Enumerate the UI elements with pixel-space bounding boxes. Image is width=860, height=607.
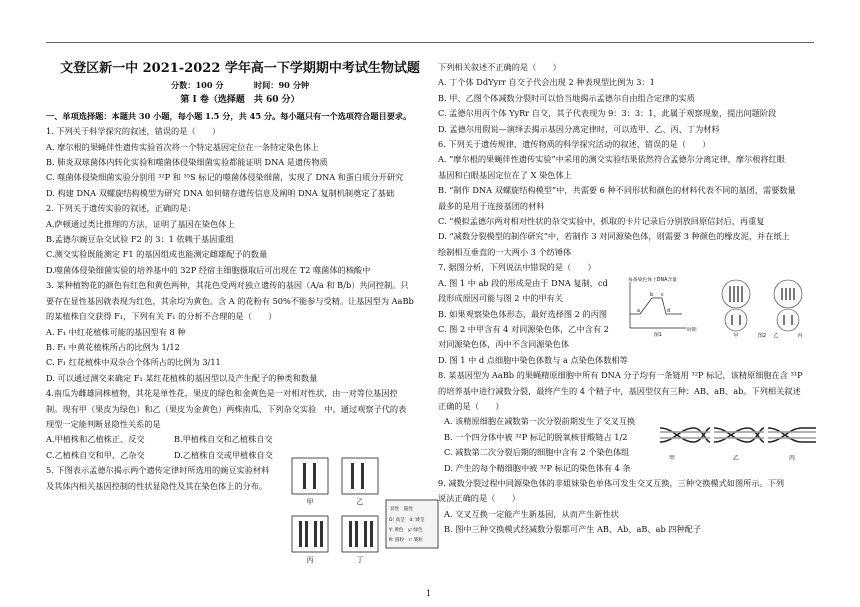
fig9-label-bing: 丙 (788, 455, 796, 462)
question-line: 制。现有甲（果皮为绿色）和乙（果皮为金黄色）两株南瓜，下列杂交实验 中，通过观察子代的表 (46, 403, 407, 414)
fig7-fig2-label: 图2 (757, 333, 767, 338)
question-line: A. “摩尔根的果蝇伴性遗传实验”中采用的测交实验结果依然符合孟德尔分离定律，摩尔根将红眼 (438, 154, 785, 165)
question-line: D. 构建 DNA 双螺旋结构模型为研究 DNA 如何储存遗传信息及阐明 DNA 复制机制奠定了基础 (46, 187, 395, 198)
question-line: 最多的是用于连接基团的材料 (438, 200, 545, 211)
question-line: B.孟德尔豌豆杂交试验 F2 的 3：1 依赖于基因重组 (46, 234, 234, 245)
fig7-chart-title: 每条染色体上DNA含量 (628, 278, 677, 283)
question-line: D. “减数分裂模型的制作研究”中，若制作 3 对同源染色体，则需要 3 种颜色的橡皮泥，并在纸上 (438, 231, 790, 242)
q4-option-d: D.乙植株自交或甲植株自交 (174, 449, 273, 460)
fig7-point-d: d (667, 309, 671, 314)
fig9-label-jia: 甲 (668, 455, 676, 462)
q8-option-line: A. 该精原细胞在减数第一次分裂前期发生了交叉互换 (444, 416, 636, 427)
question-line: 3. 某种植物花的颜色有红色和黄色两种，其花色受两对独立遗传的基因（A/a 和 B/b）共同控制。只 (46, 280, 409, 291)
fig7-label-bing: 丙 (797, 333, 803, 338)
fig9-label-yi: 乙 (732, 455, 740, 462)
q8-option-line: C. 减数第二次分裂后期的细胞中含有 2 个染色体组 (444, 447, 630, 458)
question-line: 8. 某基因型为 AaBb 的果蝇精原细胞中所有 DNA 分子均有一条链用 ³²P 标记，该精原细胞在含 ³¹P (438, 370, 803, 381)
time-text: 时间：90 分钟 (253, 80, 310, 90)
fig9-crossover-diagram (658, 416, 818, 472)
question-line: B. “制作 DNA 双螺旋结构模型”中，共需要 6 种不同形状和颜色的材料代表不同的基团，需要数量 (438, 185, 796, 196)
question-line: D.噬菌体侵染细菌实验的培养基中的 32P 经宿主细胞摄取后可出现在 T2 噬菌体的核酸中 (46, 264, 371, 275)
question-line: 6. 下列关于遗传规律、遗传物质的科学探究活动的叙述，错误的是（ ） (438, 139, 711, 150)
fig5-label-ding: 丁 (356, 556, 364, 564)
question-line: A.萨顿通过类比推理的方法，证明了基因在染色体上 (46, 218, 235, 229)
question-line: B. F₁ 中黄花植株所占的比例为 1/12 (46, 341, 180, 352)
fig7-axis-x: 时期 (687, 328, 697, 333)
question-line: C.测交实验既能测定 F1 的基因组成也能测定雌雄配子的数量 (46, 249, 268, 260)
q7-option-line: D. 图 1 中 d 点细胞中染色体数与 a 点染色体数相等 (438, 354, 628, 365)
section-heading: 第 I 卷（选择题 共 60 分） (180, 95, 300, 106)
left-column (46, 60, 434, 494)
q7-option-line: 段形成原因可能与图 2 中的甲有关 (438, 293, 564, 304)
fig7-label-yi: 乙 (773, 333, 779, 338)
question-line: 基因和白眼基因定位在了 X 染色体上 (438, 169, 572, 180)
fig7-diagram (626, 276, 816, 342)
fig5-legend-line: D: 高茎 d: 矮茎 (389, 518, 425, 523)
fig5-label-jia: 甲 (306, 498, 314, 506)
question-line: 的某植株自交获得 F₁，下列有关 F₁ 的分析不合理的是（ ） (46, 311, 277, 322)
score-text: 分数：100 分 (170, 80, 224, 90)
q4-option-c: C.乙植株自交和甲、乙杂交 (46, 449, 145, 460)
q4-option-b: B.甲植株自交和乙植株自交 (174, 434, 273, 445)
q8-option-line: D. 产生的每个精细胞中被 ³²P 标记的染色体有 4 条 (444, 462, 631, 473)
page-number: 1 (426, 589, 432, 598)
fig7-point-a: a (637, 309, 640, 314)
q8-option-line: B. 一个四分体中被 ³²P 标记的脱氧核苷酸链占 1/2 (444, 431, 628, 442)
question-line: 绘制相互垂直的一大两小 3 个纺锤体 (438, 246, 572, 257)
question-line: D. 孟德尔用假说—演绎去揭示基因分离定律时，可以选甲、乙、丙、丁为材料 (438, 123, 720, 134)
question-line: 要存在显性基因就表现为红色，其余均为黄色。含 A 的花粉有 50%不能参与受精。让基因型为 AaBb (46, 295, 414, 306)
question-line: B. 甲、乙图个体减数分裂时可以恰当地揭示孟德尔自由组合定律的实质 (438, 92, 695, 103)
q7-option-line: C. 图 2 中甲含有 4 对同源染色体，乙中含有 2 (438, 323, 609, 334)
question-line: 1. 下列关于科学探究的叙述，错误的是（ ） (46, 126, 221, 137)
exam-title: 文登区新一中 2021-2022 学年高一下学期期中考试生物试题 (60, 61, 420, 76)
q7-option-line: B. 如果观察染色体形态，最好选择图 2 的丙图 (438, 308, 608, 319)
fig5-chromosome-diagram (290, 456, 440, 584)
question-line: A. 丁个体 DdYyrr 自交子代会出现 2 种表现型比例为 3：1 (438, 77, 655, 88)
q9-option-line: B. 图中三种交换模式经减数分裂都可产生 AB、Ab、aB、ab 四种配子 (444, 524, 702, 535)
question-line: 正确的是（ ） (438, 400, 504, 411)
question-line: 说法正确的是（ ） (438, 493, 520, 504)
fig7-point-b: b (650, 293, 654, 298)
question-line: 的培养基中进行减数分裂，最终产生的 4 个精子中，基因型仅有三种：AB、aB、ab。下列相关叙述 (438, 385, 801, 396)
fig7-point-c: c (661, 293, 664, 298)
top-rule (46, 42, 814, 43)
question-line: B. 肺炎双球菌体内转化实验和噬菌体侵染细菌实验都能证明 DNA 是遗传物质 (46, 157, 328, 168)
question-line: C. 孟德尔用丙个体 YyRr 自交，其子代表现为 9：3：3：1，此属于观察现象，提出问题阶段 (438, 108, 777, 119)
fig5-legend-line: Y: 黄色 y: 绿色 (389, 528, 423, 533)
question-line: 4.南瓜为雌雄同株植物，其花是单性花，果皮的绿色和金黄色是一对相对性状，由一对等位基因控 (46, 388, 398, 399)
q9-option-line: A. 交叉互换一定能产生新基因，从而产生新性状 (444, 508, 619, 519)
question-line: D. 可以通过测交来确定 F₁ 某红花植株的基因型以及产生配子的种类和数量 (46, 372, 318, 383)
question-line: 及其体内相关基因控制的性状显隐性及其在染色体上的分布。 (46, 480, 268, 491)
question-line: A. F₁ 中红花植株可能的基因型有 8 种 (46, 326, 186, 337)
fig5-label-yi: 乙 (356, 498, 364, 506)
question-line: 9. 减数分裂过程中同源染色体的非姐妹染色单体可发生交叉互换，三种交换模式如图所示。下列 (438, 477, 785, 488)
q7-option-line: A. 图 1 中 ab 段的形成是由于 DNA 复制，cd (438, 277, 608, 288)
fig7-label-jia: 甲 (733, 333, 739, 338)
question-line: 2. 下列关于遗传实验的叙述，正确的是： (46, 203, 196, 214)
fig5-legend-line: R: 圆粒 r: 皱粒 (389, 538, 423, 543)
instruction-text: 一、单项选择题：本题共 30 小题，每小题 1.5 分，共 45 分。每小题只有一个选项符合题目要求。 (46, 110, 412, 121)
q7-option-line: 对同源染色体，丙中不含同源染色体 (438, 339, 570, 350)
q4-option-a: A.甲植株和乙植株正、反交 (46, 434, 145, 445)
fig5-label-bing: 丙 (306, 556, 314, 564)
question-line: C. F₁ 红花植株中双杂合个体所占的比例为 3/11 (46, 357, 221, 368)
question-line: C. “模拟孟德尔两对相对性状的杂交实验中，抓取的卡片记录后分别放回原信封后，再重复 (438, 216, 765, 227)
question-line: 5. 下图表示孟德尔揭示两个遗传定律时所选用的豌豆实验材料 (46, 465, 270, 476)
question-line: A. 摩尔根的果蝇伴性遗传实验首次将一个特定基因定位在一条特定染色体上 (46, 141, 320, 152)
fig5-legend-title: 显性 隐性 (390, 507, 413, 512)
fig7-fig1-label: 图1 (654, 333, 662, 338)
question-line: C. 噬菌体侵染细菌实验分别用 ³²P 和 ³⁵S 标记的噬菌体侵染细菌，实现了 DNA 和蛋白质分开研究 (46, 172, 404, 183)
question-line: 下列相关叙述不正确的是（ ） (438, 62, 561, 72)
question-line: 现型一定能判断显隐性关系的是 (46, 418, 161, 429)
question-line: 7. 据图分析，下列说法中错误的是（ ） (438, 262, 596, 273)
exam-meta (46, 78, 434, 93)
